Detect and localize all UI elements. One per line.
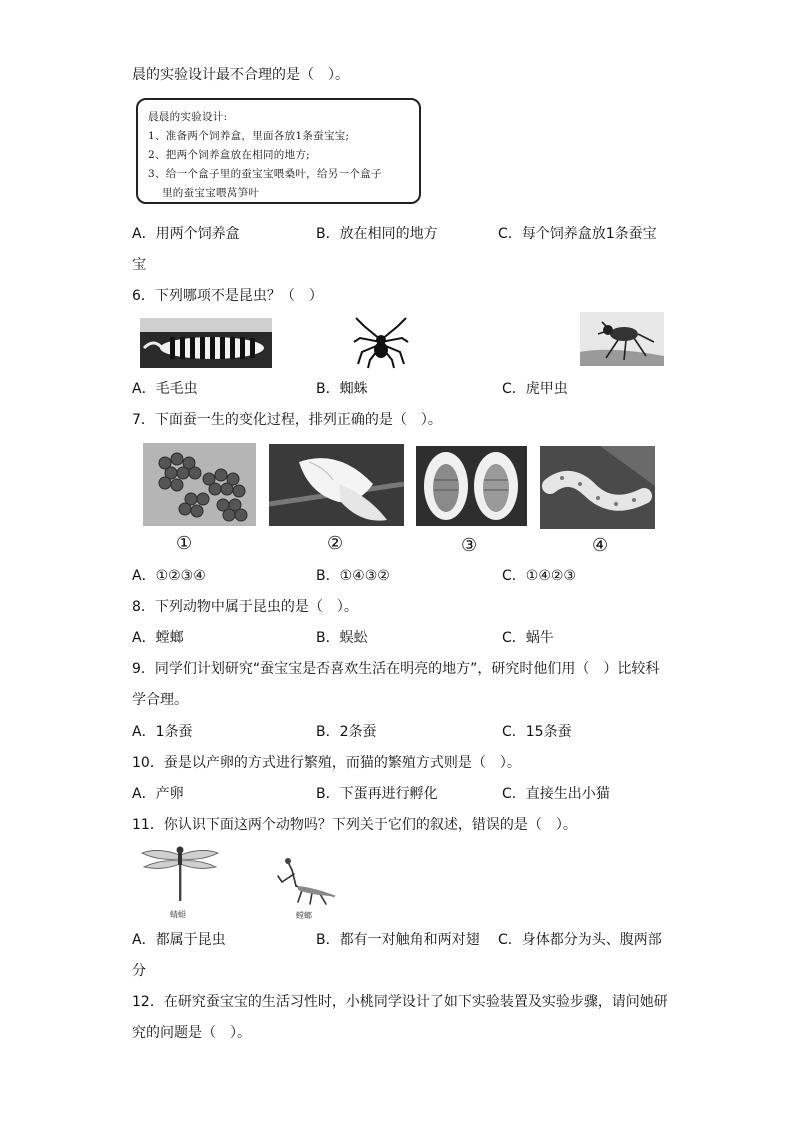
q5-option-c-wrap: 宝 — [132, 257, 146, 273]
dragonfly-caption: 蜻蜓 — [170, 910, 186, 919]
q7-label-3: ③ — [461, 535, 478, 556]
q8-option-c[interactable]: C．蜗牛 — [502, 630, 554, 646]
spider-image — [352, 316, 410, 370]
q10-stem: 10．蚕是以产卵的方式进行繁殖，而猫的繁殖方式则是（ ）。 — [132, 755, 521, 771]
q6-option-a[interactable]: A．毛毛虫 — [132, 381, 198, 397]
q12-stem-line2: 究的问题是（ ）。 — [132, 1025, 251, 1041]
design-step-1: 1、准备两个饲养盒，里面各放1条蚕宝宝; — [148, 130, 350, 142]
design-step-3-cont: 里的蚕宝宝喂莴笋叶 — [162, 187, 260, 199]
caterpillar-image — [140, 318, 272, 368]
design-step-3: 3、给一个盒子里的蚕宝宝喂桑叶，给另一个盒子 — [148, 168, 382, 180]
q8-option-a[interactable]: A．螳螂 — [132, 630, 184, 646]
silk-moth-image — [269, 444, 404, 526]
design-step-2: 2、把两个饲养盒放在相同的地方; — [148, 149, 311, 161]
q7-label-1: ① — [176, 533, 193, 554]
q5-option-c[interactable]: C．每个饲养盒放1条蚕宝 — [498, 226, 657, 242]
q9-option-b[interactable]: B．2条蚕 — [316, 724, 377, 740]
q9-option-a[interactable]: A．1条蚕 — [132, 724, 193, 740]
q7-option-c[interactable]: C．①④②③ — [502, 568, 576, 584]
q7-option-a[interactable]: A．①②③④ — [132, 568, 206, 584]
design-title: 晨晨的实验设计: — [148, 111, 228, 123]
q6-option-c[interactable]: C．虎甲虫 — [502, 381, 568, 397]
q8-stem: 8．下列动物中属于昆虫的是（ ）。 — [132, 599, 358, 615]
q11-stem: 11．你认识下面这两个动物吗？下列关于它们的叙述，错误的是（ ）。 — [132, 817, 577, 833]
q12-stem-line1: 12．在研究蚕宝宝的生活习性时，小桃同学设计了如下实验装置及实验步骤，请问她研 — [132, 994, 668, 1010]
q9-stem-line1: 9．同学们计划研究“蚕宝宝是否喜欢生活在明亮的地方”，研究时他们用（ ）比较科 — [132, 661, 660, 677]
experiment-design-box — [136, 98, 421, 204]
q7-stem: 7．下面蚕一生的变化过程，排列正确的是（ ）。 — [132, 412, 442, 428]
q7-label-4: ④ — [592, 535, 609, 556]
silkworm-eggs-image — [143, 443, 256, 526]
q7-label-2: ② — [327, 533, 344, 554]
dragonfly-image — [140, 843, 220, 905]
q10-option-c[interactable]: C．直接生出小猫 — [502, 786, 610, 802]
q11-option-a[interactable]: A．都属于昆虫 — [132, 932, 226, 948]
q11-option-c-wrap: 分 — [132, 963, 146, 979]
q11-option-b[interactable]: B．都有一对触角和两对翅 — [316, 932, 480, 948]
q9-option-c[interactable]: C．15条蚕 — [502, 724, 572, 740]
q10-option-a[interactable]: A．产卵 — [132, 786, 184, 802]
q6-option-b[interactable]: B．蜘蛛 — [316, 381, 368, 397]
q5-option-a[interactable]: A．用两个饲养盒 — [132, 226, 240, 242]
q7-option-b[interactable]: B．①④③② — [316, 568, 390, 584]
q5-option-b[interactable]: B．放在相同的地方 — [316, 226, 438, 242]
tiger-beetle-image — [580, 312, 664, 366]
q10-option-b[interactable]: B．下蛋再进行孵化 — [316, 786, 438, 802]
q8-option-b[interactable]: B．蜈蚣 — [316, 630, 368, 646]
mantis-caption: 螳螂 — [296, 911, 312, 920]
silkworm-cocoon-image — [416, 446, 527, 526]
mantis-image — [268, 852, 340, 906]
q9-stem-line2: 学合理。 — [132, 692, 188, 708]
silkworm-larva-image — [540, 446, 655, 529]
q5-stem-tail: 晨的实验设计最不合理的是（ ）。 — [132, 67, 349, 83]
q11-option-c[interactable]: C．身体都分为头、腹两部 — [498, 932, 662, 948]
q6-stem: 6．下列哪项不是昆虫？（ ） — [132, 288, 323, 304]
